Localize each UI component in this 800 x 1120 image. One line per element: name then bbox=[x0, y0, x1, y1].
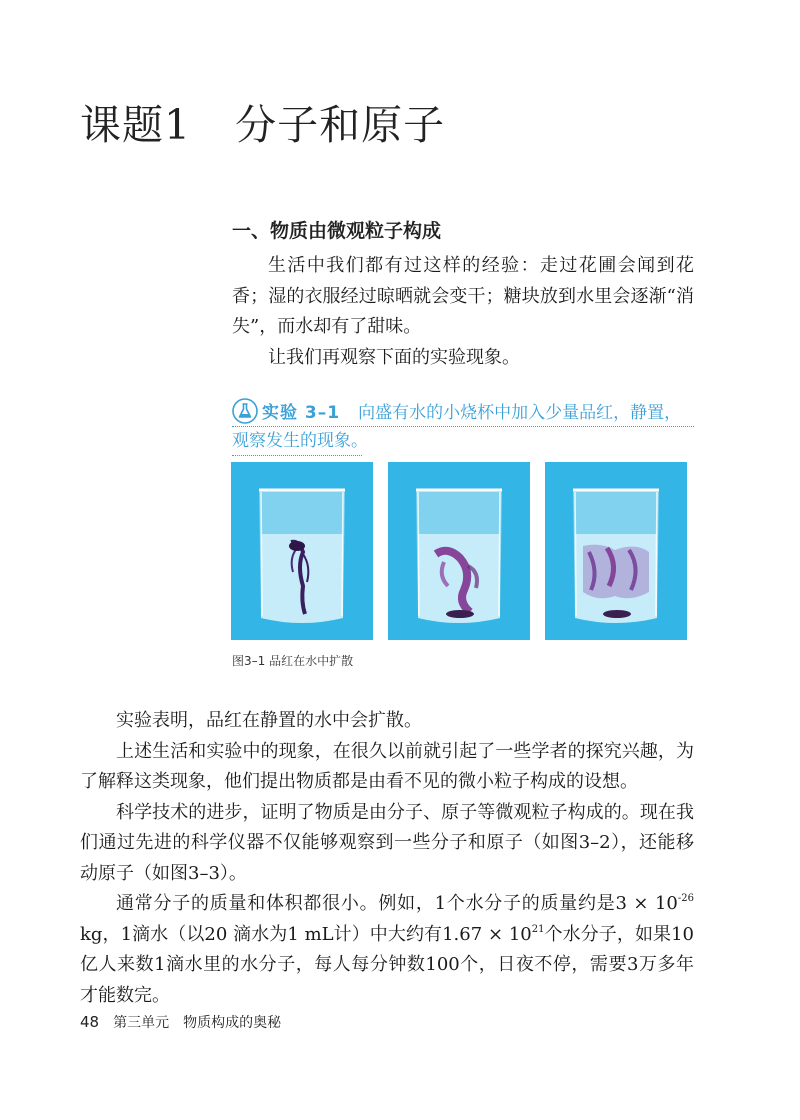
experiment-line: 观察发生的现象。 bbox=[232, 427, 362, 456]
intro-paragraph: 生活中我们都有过这样的经验：走过花圃会闻到花香；湿的衣服经过晾晒就会变干；糖块放到水里会逐渐“消失”，而水却有了甜味。 bbox=[232, 255, 694, 337]
lesson-name: 分子和原子 bbox=[235, 101, 446, 149]
body-paragraph: 上述生活和实验中的现象，在很久以前就引起了一些学者的探究兴趣，为了解释这类现象，他们提出物质都是由看不见的微小粒子构成的设想。 bbox=[80, 740, 694, 792]
page-footer bbox=[80, 1012, 281, 1032]
lesson-title bbox=[80, 92, 445, 151]
beaker-photo-3 bbox=[545, 462, 687, 640]
experiment-instruction: 向盛有水的小烧杯中加入少量品红，静置， bbox=[358, 403, 682, 423]
arrow-icon bbox=[375, 542, 389, 554]
experiment-box bbox=[232, 398, 694, 456]
body-text-run: kg，1滴水（以20 滴水为1 mL计）中大约有1.67 × 10 bbox=[80, 923, 532, 945]
exponent: 21 bbox=[531, 923, 545, 935]
arrow-icon bbox=[532, 542, 546, 554]
intro-paragraph: 让我们再观察下面的实验现象。 bbox=[268, 346, 520, 368]
experiment-label: 实验 3–1 bbox=[262, 403, 341, 423]
intro-text bbox=[232, 251, 694, 373]
page-number: 48 bbox=[80, 1013, 100, 1031]
lesson-number: 课题1 bbox=[80, 101, 192, 149]
body-paragraph: 实验表明，品红在静置的水中会扩散。 bbox=[116, 710, 422, 731]
unit-title: 物质构成的奥秘 bbox=[183, 1015, 282, 1031]
beaker-photo-2 bbox=[388, 462, 530, 640]
figure-caption: 图3–1 品红在水中扩散 bbox=[232, 654, 354, 668]
experiment-line bbox=[232, 398, 694, 427]
body-paragraph bbox=[80, 889, 694, 1011]
body-text-run: 通常分子的质量和体积都很小。例如，1个水分子的质量约是3 × 10 bbox=[116, 893, 678, 914]
body-text-run: 个水分子，如果10亿人来数1滴水里的水分子，每人每分钟数100个，日夜不停，需要3万多年才能数完。 bbox=[80, 923, 694, 1006]
figure-photos bbox=[231, 462, 687, 640]
beaker-photo-1 bbox=[231, 462, 373, 640]
unit-label: 第三单元 bbox=[113, 1015, 170, 1031]
body-paragraph: 科学技术的进步，证明了物质是由分子、原子等微观粒子构成的。现在我们通过先进的科学仪器不仅能够观察到一些分子和原子（如图3–2），还能移动原子（如图3–3）。 bbox=[80, 801, 694, 884]
exponent: -26 bbox=[677, 893, 694, 904]
section-heading: 一、物质由微观粒子构成 bbox=[232, 220, 442, 242]
body-text bbox=[80, 706, 694, 1011]
